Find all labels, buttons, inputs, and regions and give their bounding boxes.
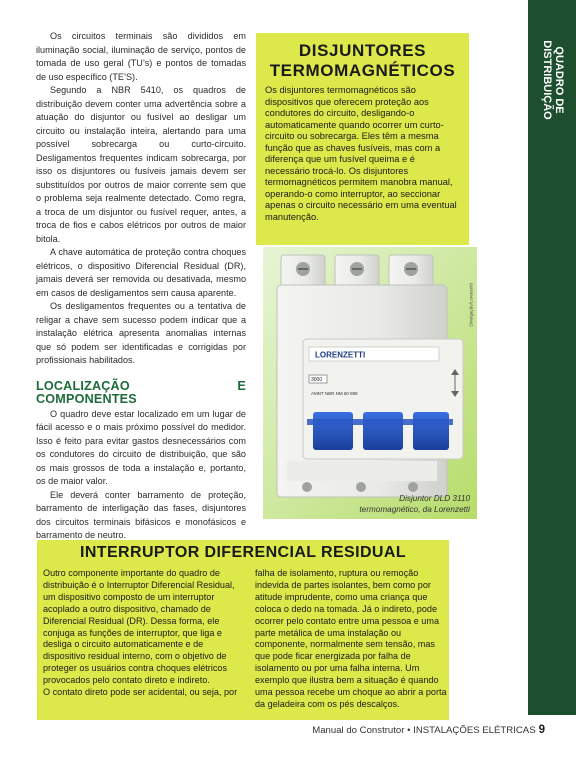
svg-text:LORENZETTI: LORENZETTI bbox=[315, 350, 366, 360]
idr-info-box bbox=[37, 540, 449, 720]
sidebar-title: QUADRO DE DISTRIBUIÇÃO bbox=[541, 40, 565, 120]
breaker-info-box bbox=[256, 33, 469, 245]
box-title: INTERRUPTOR DIFERENCIAL RESIDUAL bbox=[79, 544, 406, 561]
top-terminals bbox=[281, 255, 433, 287]
box-body: Os disjuntores termomagnéticos são dispositivos que oferecem proteção aos condutores do circuito, desligando-o automaticamente quando ocorrer um curto-circuito ou sobrecarga. Eles têm a mesma função que as chaves fusíveis, mas com a diferença que um fusível queima e é necessário trocá-lo. Os disjuntores termomagnéticos permitem manobra manual, operando-o como interruptor, ao seccionar apenas o circuito necessário em uma eventual manutenção. bbox=[265, 85, 457, 222]
paragraph: Segundo a NBR 5410, os quadros de distribuição devem conter uma advertência sobre a atuação do disjuntor ou fusível ao desligar um circuito ou instalação inteira, alertando para uma possível sobrecarga ou curto-circuito. Desligamentos frequentes indicam sobrecarga, por isso os disjuntores ou fusíveis jamais devem ser substituídos por outros de maior corrente sem que o problema seja realmente detectado. Como regra, a troca de um disjuntor ou fusível requer, antes, a troca de fios e cabos elétricos por outros de maior bitola. bbox=[36, 85, 246, 244]
footer-text: Manual do Construtor • INSTALAÇÕES ELÉTRICAS bbox=[312, 725, 536, 736]
left-text-column bbox=[36, 30, 246, 543]
paragraph: O quadro deve estar localizado em um lugar de fácil acesso e o mais próximo possível do medidor. Isso é feito para evitar gastos desnecessários com os condutores do circuito de distribuição, que são os mais grossos de toda a instalação e, portanto, os de maior valor. bbox=[36, 408, 246, 486]
breaker-toggles bbox=[307, 412, 453, 450]
photo-caption: Disjuntor DLD 3110 termomagnético, da Lorenzetti bbox=[359, 494, 470, 514]
box-title: DISJUNTORES TERMOMAGNÉTICOS bbox=[269, 41, 456, 80]
paragraph: Ele deverá conter barramento de proteção, barramento de interligação das fases, disjuntores dos circuitos terminais bifásicos e monofásicos e barramento de neutro. bbox=[36, 489, 246, 540]
section-heading: LOCALIZAÇÃO E COMPONENTES bbox=[36, 378, 246, 406]
paragraph: Outro componente importante do quadro de distribuição é o Interruptor Diferencial Residual, um dispositivo composto de um interruptor acoplado a outro dispositivo, chamado de Diferencial Residual (DR). Dessa forma, ele conjuga as funções de interruptor, que liga e desliga o circuito automaticamente e de dispositivo residual interno, com o objetivo de proteger os usuários contra choques elétricos provocados pelo contato direto e indireto. bbox=[43, 568, 235, 686]
paragraph: falha de isolamento, ruptura ou remoção indevida de partes isolantes, bem como por atitude imprudente, como uma criança que coloca o dedo na tomada. Já o indireto, pode ocorrer pelo contato entre uma pessoa e uma parte metálica de uma instalação ou componente, normalmente sem tensão, mas que pode ficar energizada por falha de isolamento ou por uma falha interna. Um exemplo que ilustra bem a situação é quando uma pessoa recebe um choque ao abrir a porta da geladeira com os pés descalços. bbox=[255, 568, 447, 709]
paragraph: Os desligamentos frequentes ou a tentativa de religar a chave sem sucesso podem indicar que a instalação elétrica apresenta anomalias internas que só podem ser identificadas e corrigidas por profissionais habilitados. bbox=[36, 301, 246, 365]
box-right-column bbox=[255, 568, 447, 711]
photo-credit: Divulgação/Lorenzetti bbox=[468, 283, 474, 327]
page-number: 9 bbox=[538, 724, 545, 736]
svg-text:3000: 3000 bbox=[311, 377, 323, 383]
section-sidebar bbox=[528, 0, 576, 715]
paragraph: A chave automática de proteção contra choques elétricos, o dispositivo Diferencial Residual (DR), jamais deverá ser removida ou desativada, mesmo em casos de desligamentos sem causa aparente. bbox=[36, 247, 246, 298]
paragraph: O contato direto pode ser acidental, ou seja, por bbox=[43, 687, 238, 698]
circuit-breaker-photo bbox=[263, 247, 477, 519]
page-footer bbox=[312, 724, 545, 736]
paragraph: Os circuitos terminais são divididos em iluminação social, iluminação de serviço, pontos de tomada de uso geral (TU’s) e pontos de tomadas de uso específico (TE’S). bbox=[36, 31, 246, 82]
box-left-column bbox=[43, 568, 239, 699]
svg-text:AMNT NBR NM 60 898: AMNT NBR NM 60 898 bbox=[311, 391, 358, 396]
